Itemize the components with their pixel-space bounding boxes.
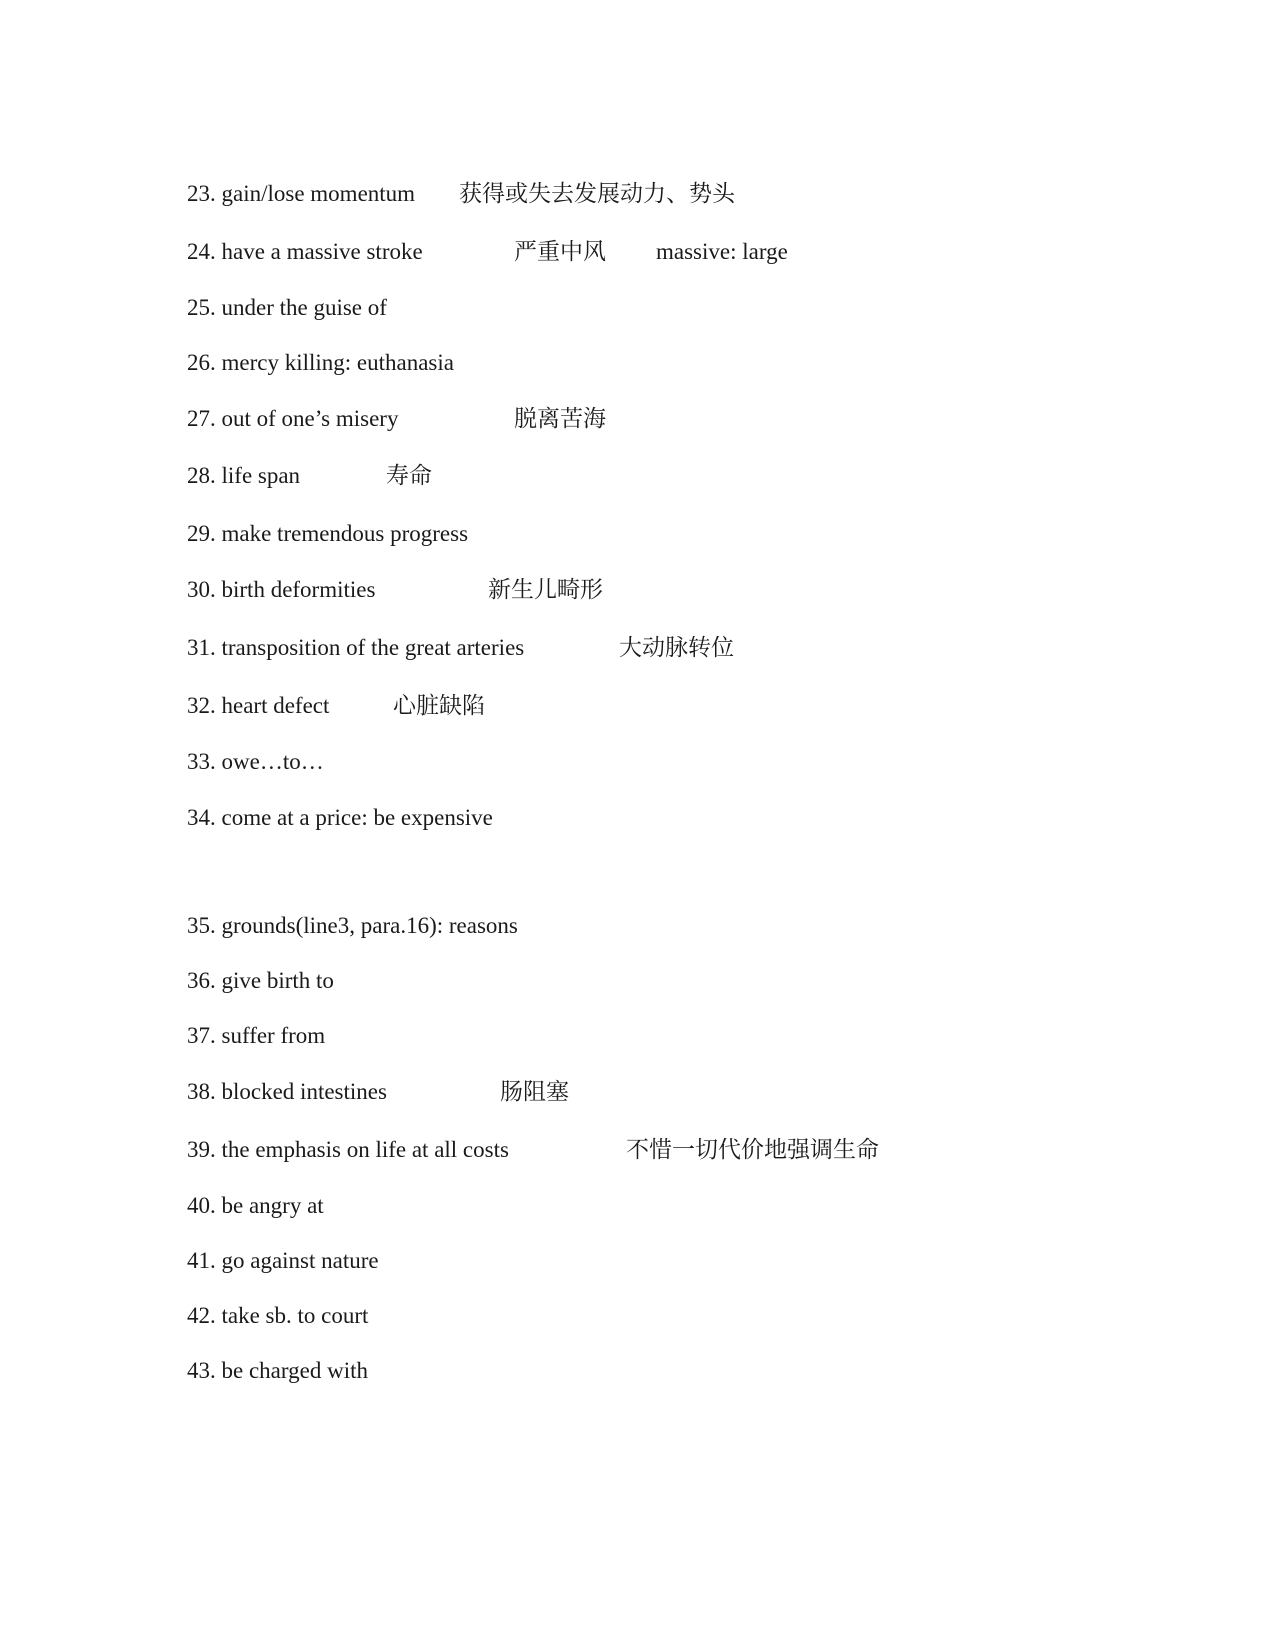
entry-term: 30. birth deformities	[187, 577, 376, 602]
entry-term: 33. owe…to…	[187, 749, 324, 774]
entry-term: 23. gain/lose momentum	[187, 181, 416, 206]
entry-term: 41. go against nature	[187, 1248, 379, 1273]
entry-translation: 不惜一切代价地强调生命	[626, 1137, 879, 1162]
entry-translation: 严重中风	[514, 239, 606, 264]
entry-term: 39. the emphasis on life at all costs	[187, 1137, 509, 1162]
entry-translation: 寿命	[386, 463, 432, 488]
entry-term: 29. make tremendous progress	[187, 521, 469, 546]
entry-term: 34. come at a price: be expensive	[187, 805, 493, 830]
entry-translation: 大动脉转位	[619, 635, 734, 660]
entry-term: 24. have a massive stroke	[187, 239, 423, 264]
entry-translation: 脱离苦海	[514, 406, 606, 431]
entry-term: 43. be charged with	[187, 1358, 368, 1383]
entry-term: 31. transposition of the great arteries	[187, 635, 525, 660]
entry-term: 27. out of one’s misery	[187, 406, 399, 431]
entry-translation: 新生儿畸形	[488, 577, 603, 602]
entry-term: 35. grounds(line3, para.16): reasons	[187, 913, 518, 938]
entry-term: 26. mercy killing: euthanasia	[187, 350, 454, 375]
entry-term: 36. give birth to	[187, 968, 334, 993]
entry-term: 25. under the guise of	[187, 295, 387, 320]
entry-term: 42. take sb. to court	[187, 1303, 369, 1328]
entry-note: massive: large	[656, 239, 788, 264]
entry-term: 40. be angry at	[187, 1193, 324, 1218]
entry-translation: 心脏缺陷	[393, 693, 485, 718]
entry-term: 32. heart defect	[187, 693, 330, 718]
entry-translation: 获得或失去发展动力、势头	[459, 181, 735, 206]
entry-translation: 肠阻塞	[500, 1079, 569, 1104]
entry-term: 28. life span	[187, 463, 301, 488]
entry-term: 38. blocked intestines	[187, 1079, 387, 1104]
entry-term: 37. suffer from	[187, 1023, 326, 1048]
